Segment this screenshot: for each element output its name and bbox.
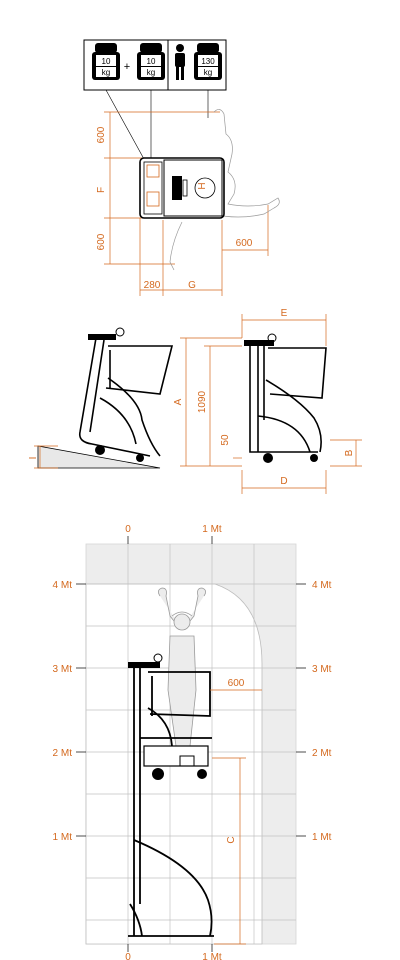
top-view bbox=[96, 109, 279, 296]
weight-1-unit: kg bbox=[101, 68, 111, 77]
weight-1-value: 10 bbox=[101, 57, 111, 66]
dim-bottom-600: 600 bbox=[96, 233, 107, 251]
dim-c: C bbox=[226, 836, 237, 844]
platform-top-view bbox=[140, 158, 224, 218]
scale-left-4mt: 4 Mt bbox=[52, 580, 72, 591]
scale-right-4mt: 4 Mt bbox=[312, 580, 332, 591]
scale-top-1mt: 1 Mt bbox=[202, 524, 222, 535]
scale-bottom-1mt: 1 Mt bbox=[202, 952, 222, 960]
weight-3-value: 130 bbox=[201, 57, 215, 66]
dim-f: F bbox=[96, 186, 107, 194]
weight-2-unit: kg bbox=[146, 68, 156, 77]
dim-e: E bbox=[280, 308, 288, 319]
dim-50: 50 bbox=[220, 434, 231, 446]
dim-i: I bbox=[28, 456, 39, 460]
reach-envelope bbox=[76, 536, 306, 952]
side-view-tilted bbox=[28, 328, 172, 468]
dim-1090: 1090 bbox=[197, 390, 208, 414]
dim-right-600: 600 bbox=[235, 238, 253, 249]
dim-b: B bbox=[344, 449, 355, 457]
dim-reach-600: 600 bbox=[227, 678, 245, 689]
scale-right-2mt: 2 Mt bbox=[312, 748, 332, 759]
scale-left-3mt: 3 Mt bbox=[52, 664, 72, 675]
scale-right-3mt: 3 Mt bbox=[312, 664, 332, 675]
dim-g: G bbox=[188, 280, 196, 291]
dim-280: 280 bbox=[143, 280, 161, 291]
weight-2-value: 10 bbox=[146, 57, 156, 66]
scale-bottom-0: 0 bbox=[125, 952, 131, 960]
dim-a: A bbox=[173, 398, 184, 406]
scale-top-0: 0 bbox=[125, 524, 131, 535]
dim-h: H bbox=[195, 182, 206, 190]
plus-sign: + bbox=[123, 61, 131, 73]
scale-right-1mt: 1 Mt bbox=[312, 832, 332, 843]
weight-3-unit: kg bbox=[203, 68, 213, 77]
dim-d: D bbox=[280, 476, 288, 487]
scale-left-1mt: 1 Mt bbox=[52, 832, 72, 843]
dim-top-600: 600 bbox=[96, 126, 107, 144]
scale-left-2mt: 2 Mt bbox=[52, 748, 72, 759]
side-view-upright bbox=[173, 308, 362, 494]
